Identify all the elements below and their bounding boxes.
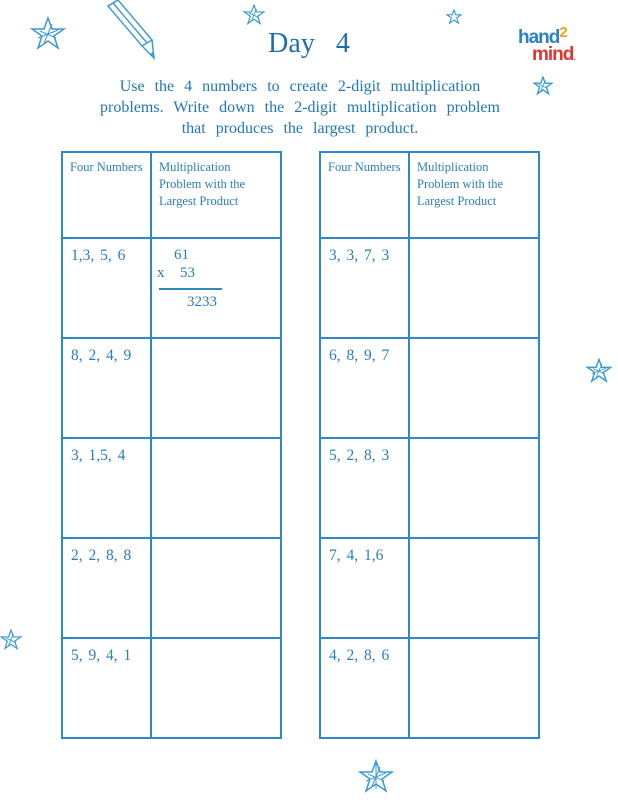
- worked-example: [152, 239, 280, 337]
- header-four-numbers: Four Numbers: [62, 152, 151, 238]
- header-four-numbers: Four Numbers: [320, 152, 409, 238]
- answer-cell[interactable]: [151, 438, 281, 538]
- right-worksheet-table: [319, 151, 540, 739]
- numbers-cell: 3, 3, 7, 3: [320, 238, 409, 338]
- instructions-line-2: problems. Write down the 2-digit multiplication problem: [100, 99, 500, 116]
- table-row: [320, 238, 539, 338]
- numbers-cell: 5, 9, 4, 1: [62, 638, 151, 738]
- star-icon: [358, 758, 394, 796]
- logo-dot: .: [573, 53, 575, 62]
- hand2mind-logo: [518, 24, 575, 66]
- numbers-cell: 7, 4, 1,6: [320, 538, 409, 638]
- table-row: [62, 638, 281, 738]
- instructions: [60, 76, 540, 139]
- example-top-number: 61: [174, 247, 189, 263]
- table-row: [320, 438, 539, 538]
- answer-cell[interactable]: [409, 438, 539, 538]
- table-row: [320, 338, 539, 438]
- star-icon: [586, 358, 612, 384]
- numbers-cell: 3, 1,5, 4: [62, 438, 151, 538]
- numbers-cell: 1,3, 5, 6: [62, 238, 151, 338]
- table-header-row: [62, 152, 281, 238]
- star-icon: [243, 4, 265, 26]
- answer-cell[interactable]: [151, 538, 281, 638]
- answer-cell[interactable]: [151, 338, 281, 438]
- numbers-cell: 6, 8, 9, 7: [320, 338, 409, 438]
- numbers-cell: 4, 2, 8, 6: [320, 638, 409, 738]
- star-icon: [0, 628, 22, 652]
- logo-text-hand: hand: [518, 27, 560, 48]
- answer-cell[interactable]: [409, 638, 539, 738]
- answer-cell[interactable]: [409, 338, 539, 438]
- left-worksheet-table: [61, 151, 282, 739]
- page-title: Day 4: [268, 28, 350, 59]
- example-operator: x: [157, 265, 165, 281]
- numbers-cell: 8, 2, 4, 9: [62, 338, 151, 438]
- answer-cell[interactable]: [151, 238, 281, 338]
- header-multiplication-problem: Multiplication Problem with the Largest Product: [151, 152, 281, 238]
- table-row: [320, 538, 539, 638]
- table-row: [62, 538, 281, 638]
- numbers-cell: 2, 2, 8, 8: [62, 538, 151, 638]
- logo-text-two: 2: [559, 24, 567, 41]
- table-row: [62, 338, 281, 438]
- numbers-cell: 5, 2, 8, 3: [320, 438, 409, 538]
- instructions-line-3: that produces the largest product.: [181, 120, 419, 137]
- instructions-line-1: Use the 4 numbers to create 2-digit multiplication: [119, 78, 481, 95]
- star-icon: [446, 9, 462, 25]
- answer-cell[interactable]: [409, 238, 539, 338]
- answer-cell[interactable]: [409, 538, 539, 638]
- table-row: [62, 238, 281, 338]
- header-multiplication-problem: Multiplication Problem with the Largest Product: [409, 152, 539, 238]
- answer-cell[interactable]: [151, 638, 281, 738]
- table-header-row: [320, 152, 539, 238]
- table-row: [62, 438, 281, 538]
- example-bottom-number: 53: [180, 265, 195, 281]
- example-divider-line: [159, 288, 222, 290]
- example-answer: 3233: [187, 294, 217, 310]
- logo-text-mind: mind: [532, 44, 574, 65]
- table-row: [320, 638, 539, 738]
